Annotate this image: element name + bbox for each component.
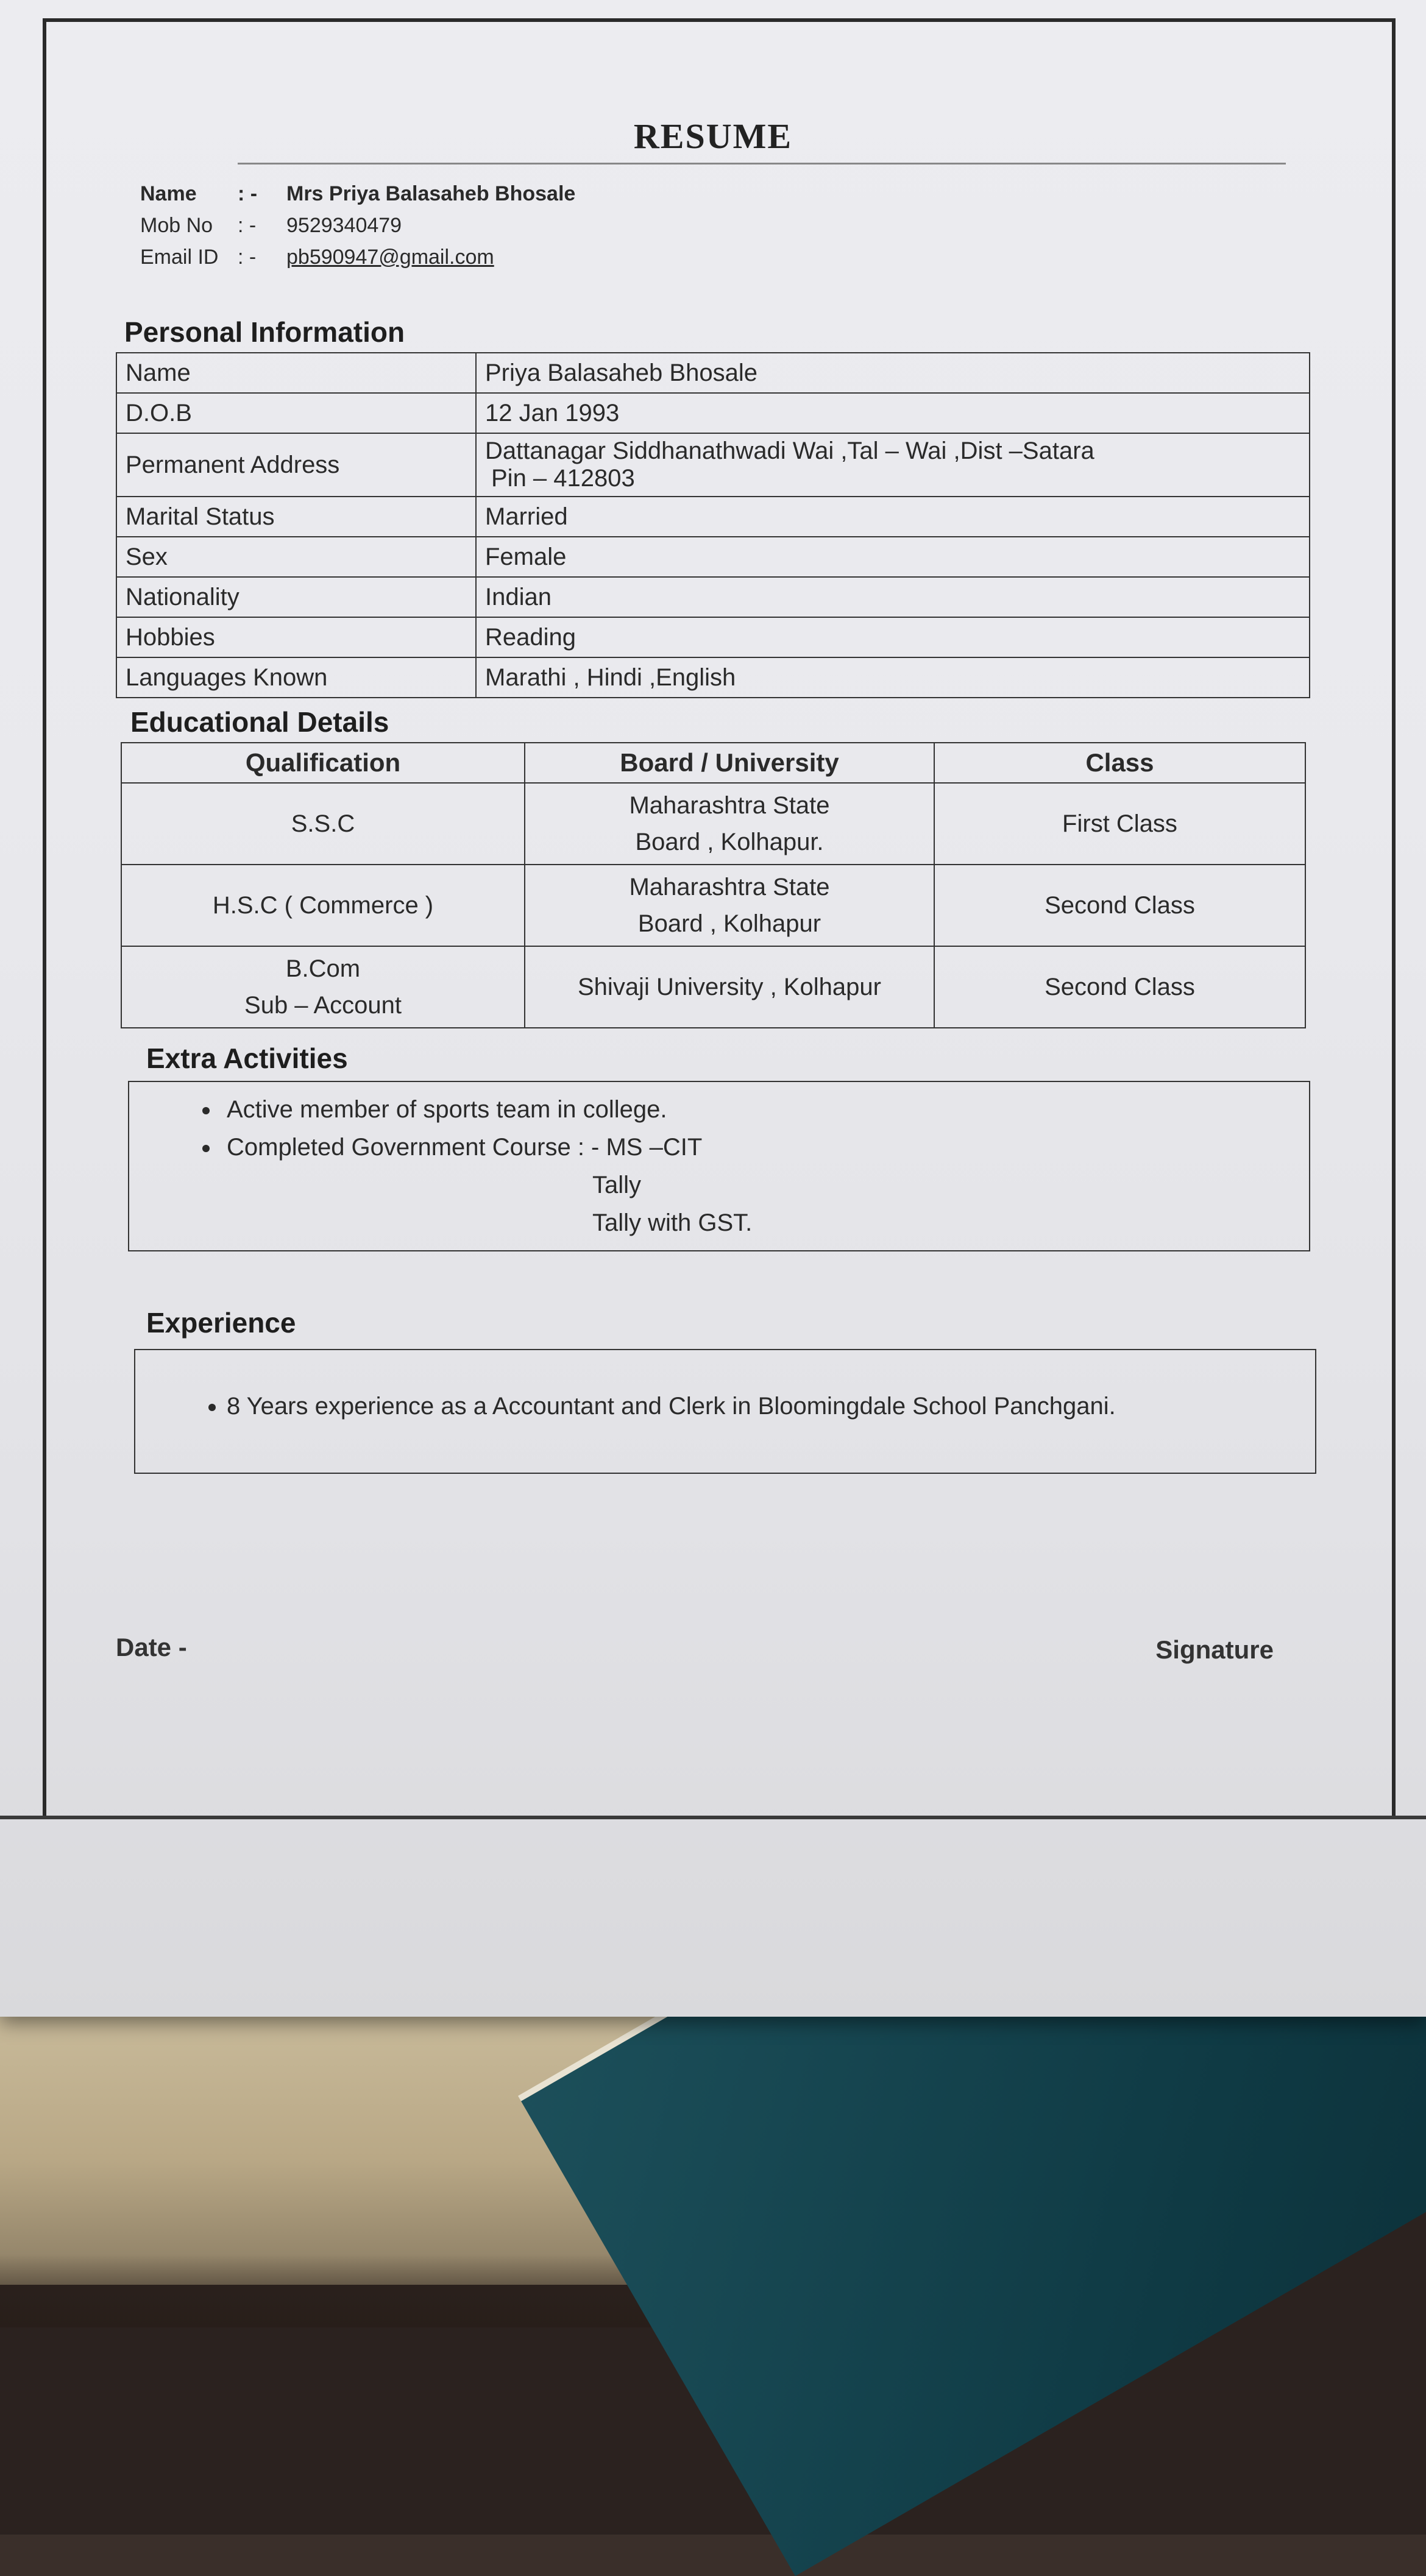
board-line: Maharashtra State xyxy=(629,792,830,819)
contact-name-value: Mrs Priya Balasaheb Bhosale xyxy=(286,182,576,205)
page-bottom-rule xyxy=(0,1816,1426,1819)
contact-separator: : - xyxy=(238,214,257,237)
field-label: Sex xyxy=(116,537,476,577)
extra-activities-box xyxy=(128,1081,1310,1251)
education-table xyxy=(121,742,1306,1028)
table-header-row xyxy=(121,743,1305,783)
board-cell: Shivaji University , Kolhapur xyxy=(525,946,934,1028)
qualification-subject: Sub – Account xyxy=(244,992,402,1019)
qualification: S.S.C xyxy=(291,810,355,837)
table-row xyxy=(116,497,1310,537)
board-cell xyxy=(525,783,934,865)
personal-info-table xyxy=(116,352,1310,698)
resume-title: RESUME xyxy=(633,116,793,156)
table-row xyxy=(116,577,1310,617)
column-header: Class xyxy=(934,743,1305,783)
personal-info-heading: Personal Information xyxy=(124,316,405,348)
qualification-cell xyxy=(121,946,525,1028)
field-value: Marathi , Hindi ,English xyxy=(476,657,1310,698)
field-value: 12 Jan 1993 xyxy=(476,393,1310,433)
experience-heading: Experience xyxy=(146,1307,296,1339)
field-label: Name xyxy=(116,353,476,393)
qualification-cell xyxy=(121,783,525,865)
field-value: Reading xyxy=(476,617,1310,657)
education-heading: Educational Details xyxy=(130,706,389,738)
experience-box xyxy=(134,1349,1316,1474)
title-divider xyxy=(238,163,1286,165)
field-label: Marital Status xyxy=(116,497,476,537)
board-cell xyxy=(525,865,934,946)
field-value: Married xyxy=(476,497,1310,537)
field-label: Nationality xyxy=(116,577,476,617)
contact-separator: : - xyxy=(238,246,257,269)
signature-label: Signature xyxy=(1155,1635,1274,1664)
contact-name-row xyxy=(140,178,1310,210)
field-value: Female xyxy=(476,537,1310,577)
contact-email-row xyxy=(140,241,1310,273)
course-line: Tally with GST. xyxy=(592,1209,753,1236)
contact-mobile-value: 9529340479 xyxy=(286,214,402,237)
address-line: Dattanagar Siddhanathwadi Wai ,Tal – Wai ,Dist –Satara xyxy=(485,437,1094,464)
field-label: D.O.B xyxy=(116,393,476,433)
class-cell: First Class xyxy=(934,783,1305,865)
qualification-cell xyxy=(121,865,525,946)
contact-label: Name xyxy=(140,182,197,205)
list-item: • 8 Years experience as a Accountant and Clerk in Bloomingdale School Panchgani. xyxy=(227,1393,1291,1420)
table-row xyxy=(116,393,1310,433)
contact-mobile-row xyxy=(140,210,1310,241)
list-item: • Completed Government Course : - MS –CIT xyxy=(221,1128,1285,1166)
date-label: Date - xyxy=(116,1633,187,1661)
contact-separator: : - xyxy=(238,182,258,205)
table-row xyxy=(116,617,1310,657)
field-label: Languages Known xyxy=(116,657,476,698)
contact-block xyxy=(140,178,1310,273)
table-row xyxy=(116,657,1310,698)
class-cell: Second Class xyxy=(934,865,1305,946)
board-line: Board , Kolhapur xyxy=(637,910,821,937)
table-row xyxy=(116,433,1310,497)
field-value-address xyxy=(476,433,1310,497)
board-line: Maharashtra State xyxy=(629,874,830,901)
experience-list xyxy=(190,1393,1291,1420)
contact-label: Email ID xyxy=(140,246,219,269)
field-label: Permanent Address xyxy=(116,433,476,497)
qualification: B.Com xyxy=(285,955,361,982)
table-row xyxy=(116,537,1310,577)
class-cell: Second Class xyxy=(934,946,1305,1028)
address-pin: Pin – 412803 xyxy=(491,465,635,492)
list-item: • Active member of sports team in college. xyxy=(221,1091,1285,1128)
table-row xyxy=(121,783,1305,865)
contact-label: Mob No xyxy=(140,214,213,237)
field-value: Priya Balasaheb Bhosale xyxy=(476,353,1310,393)
resume-content xyxy=(116,116,1310,1664)
column-header: Board / University xyxy=(525,743,934,783)
field-value: Indian xyxy=(476,577,1310,617)
column-header: Qualification xyxy=(121,743,525,783)
table-row xyxy=(121,946,1305,1028)
contact-email-link[interactable]: pb590947@gmail.com xyxy=(286,246,494,269)
field-label: Hobbies xyxy=(116,617,476,657)
course-line: Tally xyxy=(592,1172,642,1198)
extra-activities-heading: Extra Activities xyxy=(146,1042,348,1074)
extra-activities-list xyxy=(184,1091,1285,1166)
table-row xyxy=(116,353,1310,393)
table-row xyxy=(121,865,1305,946)
board-line: Board , Kolhapur. xyxy=(635,829,824,855)
qualification: H.S.C ( Commerce ) xyxy=(212,892,434,919)
